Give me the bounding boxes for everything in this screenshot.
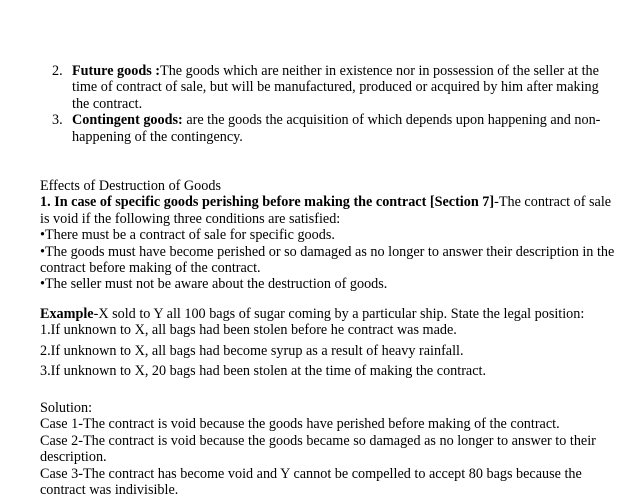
solution-case: Case 3-The contract has become void and Y cannot be compelled to accept 80 bags because the contract was indivisible. [40, 465, 582, 499]
definition-contingent-goods: are the goods the acquisition of which depends upon happening and non-happening of the contingency. [72, 112, 601, 145]
condition-bullet: •The seller must not be aware about the destruction of goods. [40, 276, 388, 293]
list-item-contingent-goods [52, 112, 612, 145]
example-case: 2.If unknown to X, all bags had become syrup as a result of heavy rainfall. [40, 342, 464, 359]
example-section [40, 306, 615, 380]
example-case: 3.If unknown to X, 20 bags had been stolen at the time of making the contract. [40, 363, 487, 380]
term-future-goods: Future goods : [72, 63, 161, 79]
condition-bullet: •The goods must have become perished or so damaged as no longer to answer their description in the contract before making of the contract. [40, 243, 615, 277]
effects-section [40, 178, 615, 293]
example-text: -X sold to Y all 100 bags of sugar coming by a particular ship. State the legal position: [93, 306, 585, 322]
example-intro [40, 306, 615, 322]
solution-heading: Solution: [40, 400, 93, 416]
goods-types-list [52, 63, 612, 145]
list-number: 3. [52, 112, 63, 129]
solution-section [40, 400, 615, 498]
definition-future-goods: The goods which are neither in existence nor in possession of the seller at the time of contract of sale, but will be manufactured, produced or acquired by him after making the contract. [72, 63, 599, 112]
point-1-title: 1. In case of specific goods perishing before making the contract [Section 7] [40, 194, 495, 211]
effects-point-1 [40, 194, 615, 227]
term-contingent-goods: Contingent goods: [72, 112, 183, 129]
solution-case: Case 2-The contract is void because the goods became so damaged as no longer to answer to their description. [40, 432, 596, 466]
solution-case: Case 1-The contract is void because the goods have perished before making of the contract. [40, 416, 560, 433]
example-label: Example [40, 306, 94, 322]
condition-bullet: •There must be a contract of sale for specific goods. [40, 227, 335, 244]
example-case: 1.If unknown to X, all bags had been stolen before he contract was made. [40, 322, 457, 339]
list-number: 2. [52, 63, 63, 79]
point-1-text: -The contract of sale is void if the following three conditions are satisfied: [40, 194, 612, 227]
effects-heading: Effects of Destruction of Goods [40, 178, 221, 194]
list-item-future-goods [52, 63, 612, 112]
